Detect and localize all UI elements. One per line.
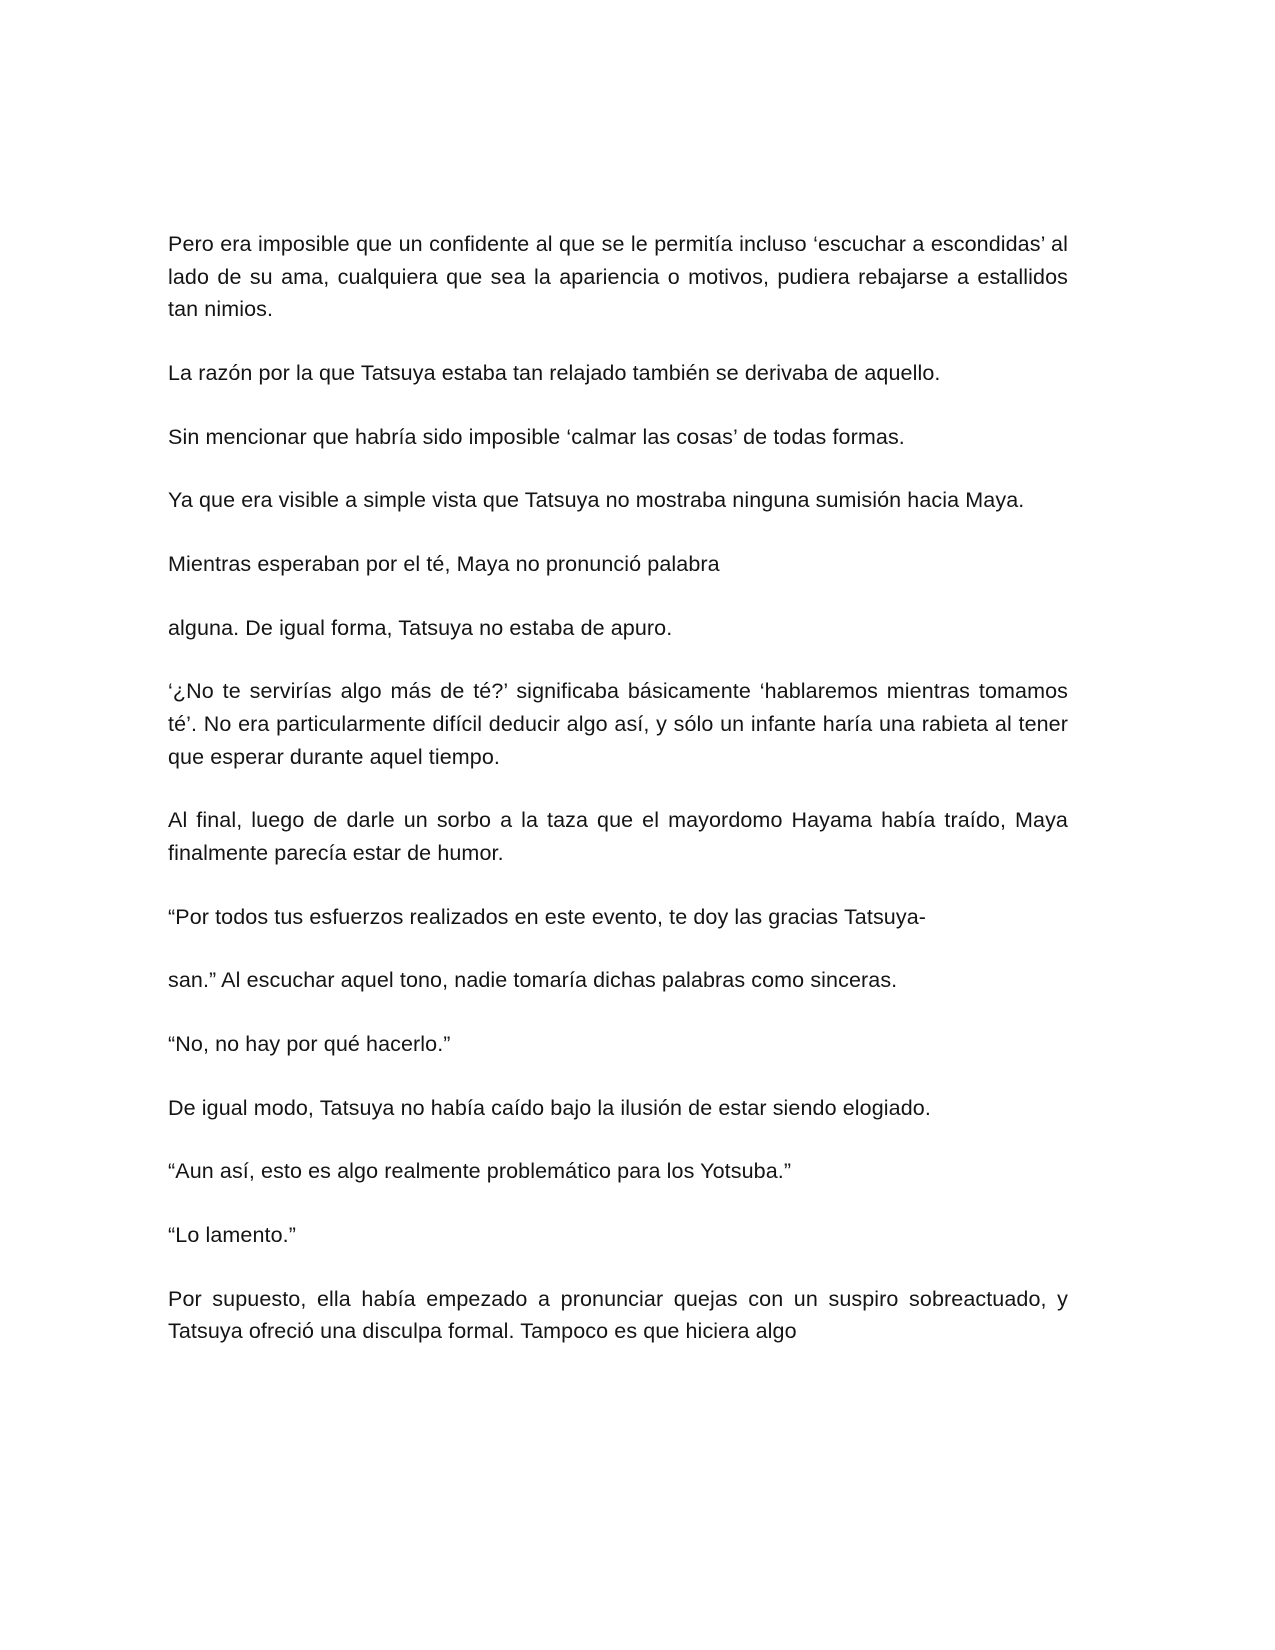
paragraph: “Lo lamento.”: [168, 1223, 296, 1248]
paragraph: Al final, luego de darle un sorbo a la taza que el mayordomo Hayama había traído, Maya finalmente parecía estar de humor.: [168, 808, 1068, 866]
paragraph: “Aun así, esto es algo realmente problemático para los Yotsuba.”: [168, 1159, 792, 1184]
paragraph: Mientras esperaban por el té, Maya no pronunció palabra: [168, 552, 720, 577]
paragraph: san.” Al escuchar aquel tono, nadie tomaría dichas palabras como sinceras.: [168, 968, 898, 993]
paragraph: alguna. De igual forma, Tatsuya no estaba de apuro.: [168, 615, 673, 640]
document-body: [168, 228, 1068, 1348]
paragraph: Pero era imposible que un confidente al que se le permitía incluso ‘escuchar a escondidas’ al lado de su ama, cualquiera que sea la apariencia o motivos, pudiera rebajarse a estallidos tan nimios.: [168, 232, 1068, 322]
paragraph: “No, no hay por qué hacerlo.”: [168, 1032, 451, 1057]
paragraph: La razón por la que Tatsuya estaba tan relajado también se derivaba de aquello.: [168, 361, 941, 386]
paragraph: De igual modo, Tatsuya no había caído bajo la ilusión de estar siendo elogiado.: [168, 1095, 931, 1120]
paragraph: Por supuesto, ella había empezado a pronunciar quejas con un suspiro sobreactuado, y Tatsuya ofreció una disculpa formal. Tampoco es que hiciera algo: [168, 1286, 1068, 1344]
paragraph: “Por todos tus esfuerzos realizados en este evento, te doy las gracias Tatsuya-: [168, 904, 927, 929]
paragraph: Sin mencionar que habría sido imposible ‘calmar las cosas’ de todas formas.: [168, 424, 905, 449]
paragraph: ‘¿No te servirías algo más de té?’ significaba básicamente ‘hablaremos mientras tomamos té’. No era particularmente difícil deducir algo así, y sólo un infante haría una rabieta al tener que esperar durante aquel tiempo.: [168, 679, 1068, 769]
paragraph: Ya que era visible a simple vista que Tatsuya no mostraba ninguna sumisión hacia Maya.: [168, 488, 1025, 513]
